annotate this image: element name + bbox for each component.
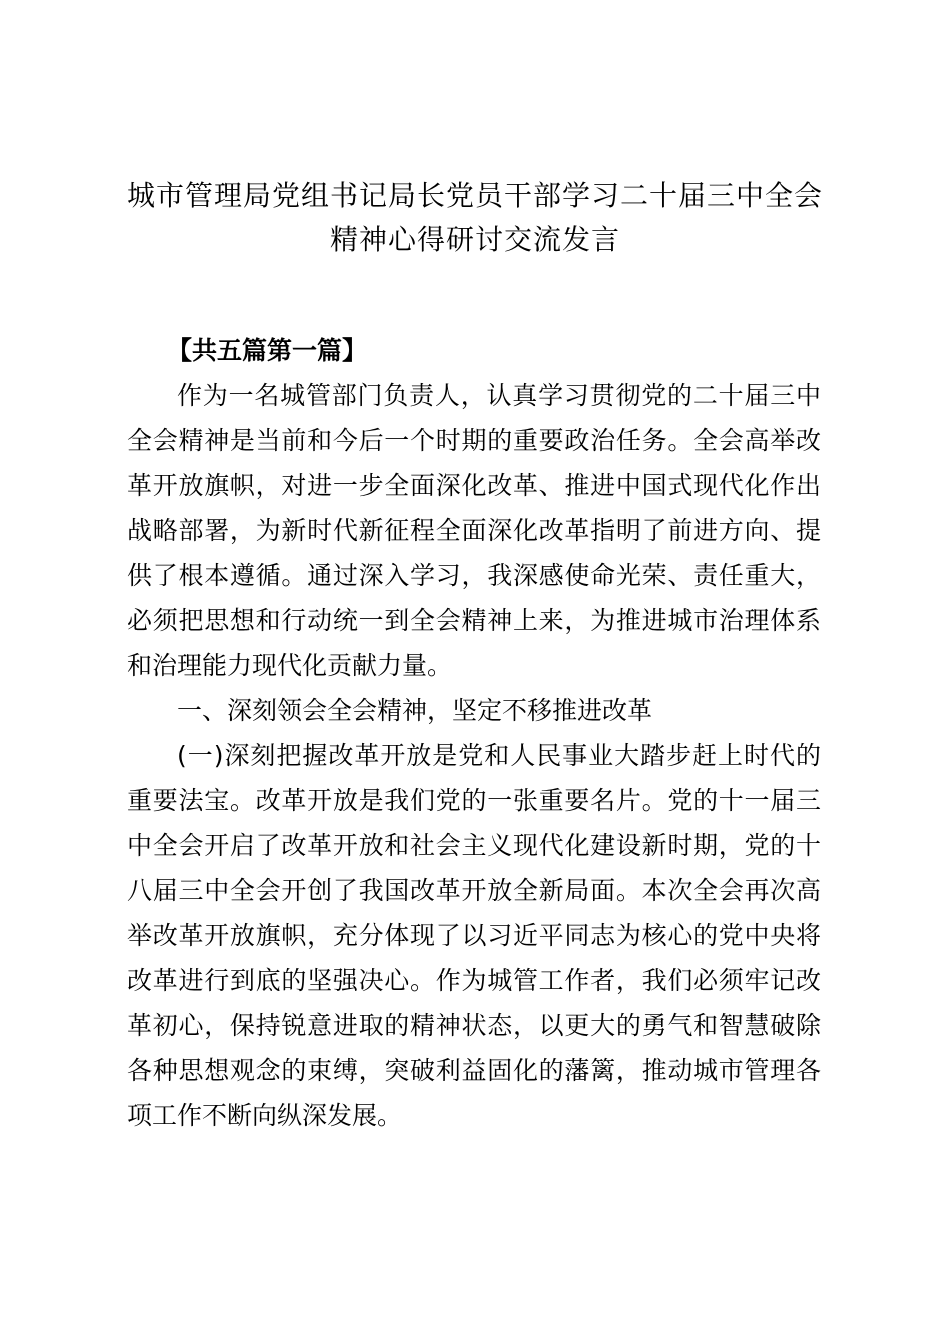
title-line-2: 精神心得研讨交流发言: [329, 223, 620, 256]
document-title: [100, 174, 850, 262]
intro-paragraph: 作为一名城管部门负责人，认真学习贯彻党的二十届三中全会精神是当前和今后一个时期的重要政治任务。全会高举改革开放旗帜，对进一步全面深化改革、推进中国式现代化作出战略部署，为新时代新征程全面深化改革指明了前进方向、提供了根本遵循。通过深入学习，我深感使命光荣、责任重大，必须把思想和行动统一到全会精神上来，为推进城市治理体系和治理能力现代化贡献力量。: [127, 381, 821, 680]
subsection-paragraph-1: (一)深刻把握改革开放是党和人民事业大踏步赶上时代的重要法宝。改革开放是我们党的一张重要名片。党的十一届三中全会开启了改革开放和社会主义现代化建设新时期，党的十八届三中全会开创了我国改革开放全新局面。本次全会再次高举改革开放旗帜，充分体现了以习近平同志为核心的党中央将改革进行到底的坚强决心。作为城管工作者，我们必须牢记改革初心，保持锐意进取的精神状态，以更大的勇气和智慧破除各种思想观念的束缚，突破利益固化的藩篱，推动城市管理各项工作不断向纵深发展。: [127, 741, 821, 1130]
title-line-1: 城市管理局党组书记局长党员干部学习二十届三中全会: [126, 179, 823, 212]
section-heading-1: 一、深刻领会全会精神，坚定不移推进改革: [177, 696, 653, 725]
document-body: [127, 328, 821, 1138]
series-tag: 【共五篇第一篇】: [167, 336, 368, 365]
